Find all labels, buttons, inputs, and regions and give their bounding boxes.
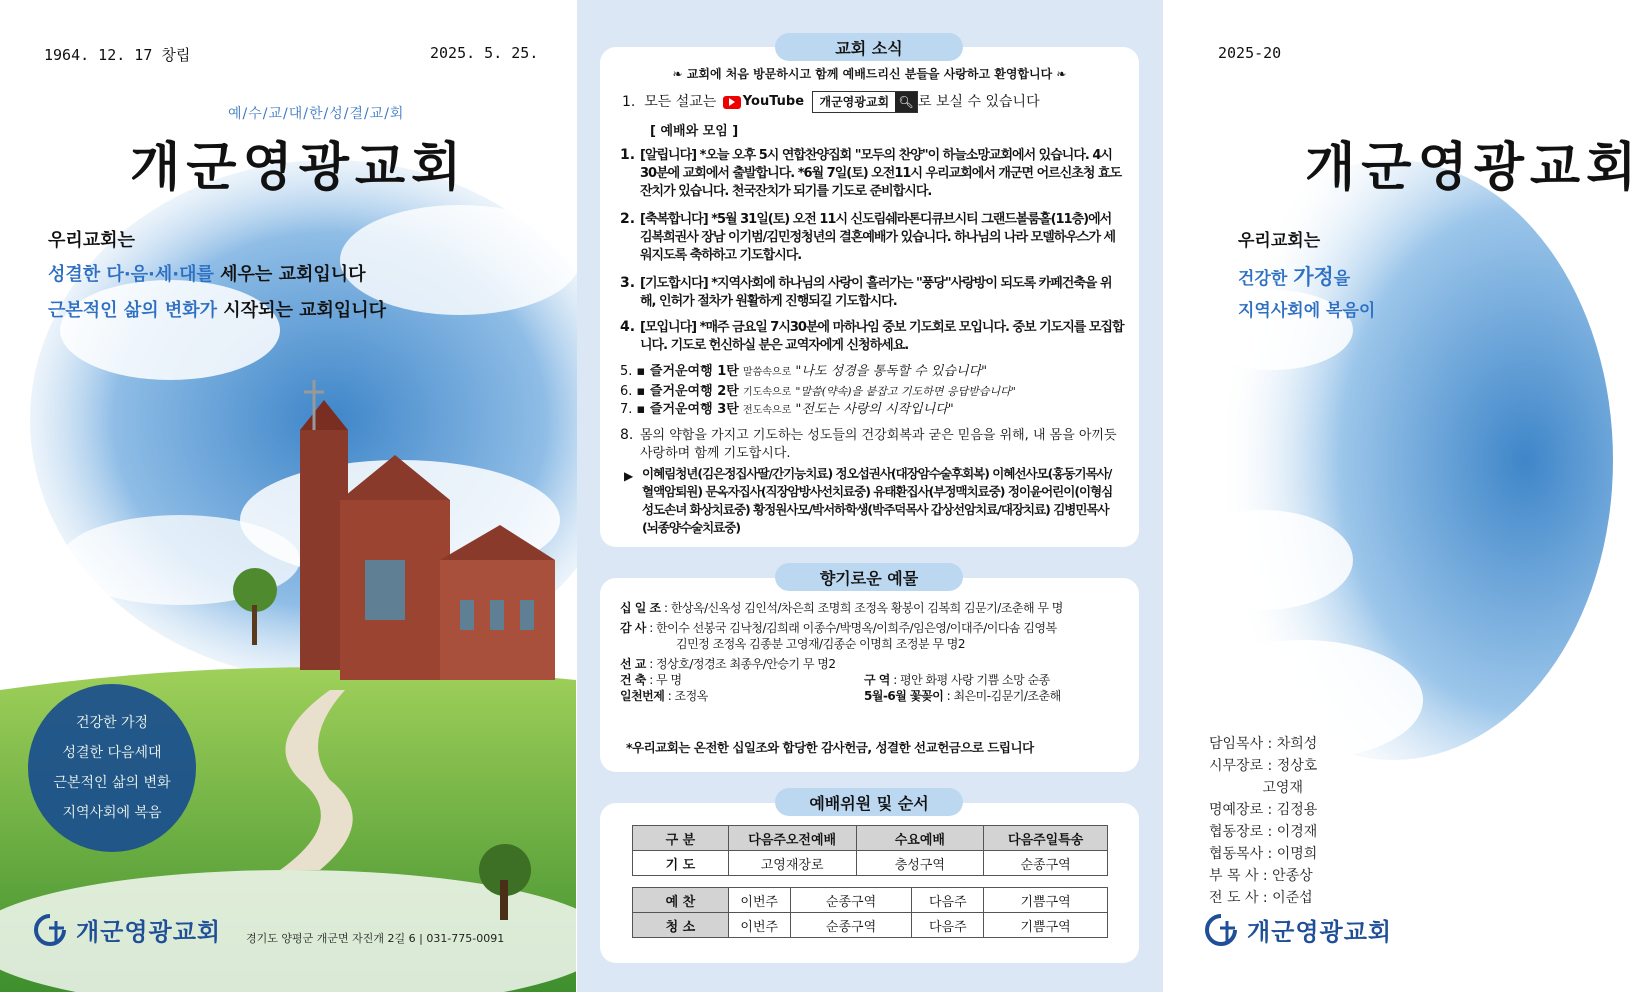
table-cell: 순종구역 — [790, 913, 912, 938]
news-item-5: [모입니다] *매주 금요일 7시30분에 마하나임 중보 기도회로 모입니다. 중보 기도지를 모집합니다. 기도로 헌신하실 분은 교역자에게 신청하세요. — [640, 320, 1124, 353]
section-heading: [ 예배와 모임 ] — [650, 124, 739, 139]
duty-table — [632, 887, 1108, 938]
issue-number: 2025-20 — [1218, 44, 1282, 62]
vision-item: 지역사회에 복음 — [62, 805, 162, 821]
vision-item: 근본적인 삶의 변화 — [53, 775, 171, 791]
news-item-8: 몸의 약함을 가지고 기도하는 성도들의 건강회복과 굳은 믿음을 위해, 내 몸을 아끼듯 사랑하며 함께 기도합시다. — [640, 428, 1117, 461]
cover-panel — [0, 0, 576, 992]
news-item-3: [축복합니다] *5월 31일(토) 오전 11시 신도림쉐라톤디큐브시티 그랜드볼룸홀(11층)에서 김복희권사 장남 이기범/김민정청년의 결혼예배가 있습니다. 하나님의 나라 모델하우스가 세워지도록 축하하고 기도합시다. — [640, 212, 1116, 263]
bulletin-date: 2025. 5. 25. — [430, 44, 539, 62]
staff-entry: 부 목 사 : 안종상 — [1209, 868, 1313, 884]
intro-line-2 — [48, 260, 366, 286]
table-row — [633, 826, 1108, 851]
table-cell: 기쁨구역 — [984, 888, 1108, 913]
welcome-message: ❧ 교회에 처음 방문하시고 함께 예배드리신 분들을 사랑하고 환영합니다 ❧ — [672, 67, 1067, 81]
staff-entry: 시무장로 : 정상호 — [1209, 758, 1318, 774]
table-row — [633, 851, 1108, 876]
staff-entry: 전 도 사 : 이준섭 — [1209, 890, 1313, 906]
intro-2-text: 세우는 교회입니다 — [213, 264, 366, 285]
offering-note: *우리교회는 온전한 십일조와 합당한 감사헌금, 성결한 선교헌금으로 드립니다 — [626, 740, 1034, 755]
table-row — [633, 888, 1108, 913]
intro-3-highlight: 근본적인 삶의 변화가 — [48, 300, 218, 321]
vision-item: 성결한 다음세대 — [62, 745, 162, 761]
news-box: ❧ 교회에 처음 방문하시고 함께 예배드리신 분들을 사랑하고 환영합니다 ❧ 1. 모든 설교는 YouTube 개군영광교회 🔍︎ 로 보실 수 있습니다 [ 예배와 모임 ] 1. [알립니다] *오늘 오후 5시 연합찬양집회 "모두의 찬양"이 하늘소망교회에서 있습니다. 4시 30분에 교회에서 출발합니다. *6월 7일(토) 오전11시 우리교회에서 개군면 어르신초청 효도잔치가 있습니다. 천국잔치가 되기를 기도로 준비합시다. 2. [축복합니다] *5월 31일(토) 오전 11시 신도림쉐라톤디큐브시티 그랜드볼룸홀(11층)에서 김복희권사 장남 이기범/김민정청년의 결혼예배가 있습니다. 하나님의 나라 모델하우스가 세워지도록 축하하고 기도합시다. 3. [기도합시다] *지역사회에 하나님의 사랑이 흘러가는 "풍당"사랑방이 되도록 카페건축을 위해, 인허가 절차가 원활하게 진행되길 기도합시다. 4. [모입니다] *매주 금요일 7시30분에 마하나임 중보 기도회로 모입니다. 중보 기도지를 모집합니다. 기도로 헌신하실 분은 교역자에게 신청하세요. 5. ▪ 즐거운여행 1탄 말씀속으로 "나도 성경을 통독할 수 있습니다" 6. ▪ 즐거운여행 2탄 기도속으로 "말씀(약속)을 붙잡고 기도하면 응답받습니다" 7. ▪ 즐거운여행 3탄 전도속으로 "전도는 사랑의 시작입니다" 8. 몸의 약함을 가지고 기도하는 성도들의 건강회복과 굳은 믿음을 위해, 내 몸을 아끼듯 사랑하며 함께 기도합시다. ▶ 이혜림청년(김은정집사딸/간기능치료) 정오섭권사(대장암수술후회복) 이혜선사모(홍동기목사/혈액암퇴원) 문옥자집사(직장암방사선치료중) 유태환집사(부정맥치료중) 정이윤어린이(이형심성도손녀 화상치료중) 황정원사모/박서하학생(박주덕목사 갑상선암치료/대장치료) 김병민목사(뇌종양수술치료중) — [600, 47, 1139, 547]
trip-item-3: 7. ▪ 즐거운여행 3탄 전도속으로 "전도는 사랑의 시작입니다" — [620, 402, 954, 417]
table-cell: 순종구역 — [790, 888, 912, 913]
table-header: 다음주일특송 — [984, 826, 1108, 851]
news-item-4: [기도합시다] *지역사회에 하나님의 사랑이 흘러가는 "풍당"사랑방이 되도록 카페건축을 위해, 인허가 절차가 원활하게 진행되길 기도합시다. — [640, 276, 1112, 309]
cross-logo-icon — [1201, 913, 1241, 947]
ornament-left-icon: ❧ — [672, 67, 687, 81]
news-panel — [577, 0, 1163, 992]
table-header: 수요예배 — [856, 826, 984, 851]
arrow-icon: ▶ — [624, 469, 634, 483]
thanks-row: 감 사 : 한이수 선봉국 김낙청/김희래 이종수/박명옥/이희주/임은영/이대주/이다솜 김영복 — [620, 621, 1057, 635]
logo-text: 개군영광교회 — [76, 918, 222, 946]
vision-circle — [28, 684, 196, 852]
table-cell: 기 도 — [633, 851, 729, 876]
vision-item: 건강한 가정 — [75, 715, 149, 731]
staff-entry: 협동목사 : 이명희 — [1209, 846, 1318, 862]
back-panel — [1163, 0, 1642, 992]
intro-line-3: 지역사회에 복음이 — [1238, 301, 1376, 321]
intro-line-1: 우리교회는 — [48, 230, 135, 251]
page-title: 개군영광교회 — [130, 138, 468, 198]
intro-3-text: 시작되는 교회입니다 — [217, 300, 387, 321]
news-item-1: 1. 모든 설교는 YouTube 개군영광교회 🔍︎ 로 보실 수 있습니다 — [622, 91, 1040, 113]
search-icon: 🔍︎ — [895, 92, 917, 112]
logo-text: 개군영광교회 — [1247, 918, 1393, 946]
page-title-back: 개군영광교회 — [1305, 138, 1642, 198]
staff-entry: 명예장로 : 김정용 — [1209, 802, 1318, 818]
church-logo — [1201, 912, 1392, 947]
table-cell: 이번주 — [728, 913, 790, 938]
youtube-play-icon — [723, 96, 741, 109]
trip-item-2: 6. ▪ 즐거운여행 2탄 기도속으로 "말씀(약속)을 붙잡고 기도하면 응답받습니다" — [620, 384, 1016, 399]
table-header: 구 분 — [633, 826, 729, 851]
table-header: 다음주오전예배 — [728, 826, 856, 851]
intro-line-1: 우리교회는 — [1238, 231, 1321, 251]
staff-entry: 담임목사 : 차희성 — [1209, 736, 1318, 752]
founded-date: 1964. 12. 17 창립 — [44, 46, 191, 64]
ornament-right-icon: ❧ — [1052, 67, 1067, 81]
tithe-row: 십 일 조 : 한상옥/신옥성 김인석/차은희 조명희 조정옥 황봉이 김복희 김문기/조춘해 무 명 — [620, 601, 1063, 615]
cross-logo-icon — [30, 913, 70, 947]
intro-line-2: 건강한 가정을 — [1238, 265, 1351, 289]
table-cell: 기쁨구역 — [984, 913, 1108, 938]
offering-box — [600, 578, 1139, 772]
table-cell: 충성구역 — [856, 851, 984, 876]
prayer-list: 이혜림청년(김은정집사딸/간기능치료) 정오섭권사(대장암수술후회복) 이혜선사모(홍동기목사/혈액암퇴원) 문옥자집사(직장암방사선치료중) 유태환집사(부정맥치료중) 정이윤어린이(이형심성도손녀 화상치료중) 황정원사모/박서하학생(박주덕목사 갑상선암치료/대장치료) 김병민목사(뇌종양수술치료중) — [642, 466, 1113, 535]
mission-row: 선 교 : 정상호/정경조 최종우/안승기 무 명2 — [620, 657, 836, 671]
youtube-logo[interactable]: YouTube — [723, 93, 804, 111]
first-offering-row: 일천번제 : 조정옥 — [620, 689, 708, 703]
flower-row: 5월-6월 꽃꽂이 : 최은미-김문기/조춘해 — [864, 689, 1061, 703]
table-cell: 고영재장로 — [728, 851, 856, 876]
news-section-title: 교회 소식 — [775, 33, 963, 61]
worship-table — [632, 825, 1108, 876]
church-logo — [30, 912, 221, 947]
youtube-search-box[interactable]: 개군영광교회 🔍︎ — [812, 91, 918, 113]
table-cell: 다음주 — [912, 888, 984, 913]
church-address: 경기도 양평군 개군면 자진개 2길 6 | 031-775-0091 — [246, 932, 505, 945]
denomination-subtitle: 예/수/교/대/한/성/결/교/회 — [228, 106, 405, 122]
table-cell: 다음주 — [912, 913, 984, 938]
thanks-row-2: 김민정 조정옥 김종분 고영재/김종순 이명희 조정분 무 명2 — [676, 637, 965, 651]
trip-item-1: 5. ▪ 즐거운여행 1탄 말씀속으로 "나도 성경을 통독할 수 있습니다" — [620, 364, 988, 379]
intro-2-highlight: 성결한 다·음·세·대를 — [48, 264, 214, 285]
table-cell: 청 소 — [633, 913, 729, 938]
worship-section-title: 예배위원 및 순서 — [775, 788, 963, 816]
worship-box — [600, 803, 1139, 963]
table-cell: 순종구역 — [984, 851, 1108, 876]
news-item-2: [알립니다] *오늘 오후 5시 연합찬양집회 "모두의 찬양"이 하늘소망교회에서 있습니다. 4시 30분에 교회에서 출발합니다. *6월 7일(토) 오전11시 우리교회에서 개군면 어르신초청 효도잔치가 있습니다. 천국잔치가 되기를 기도로 준비합시다. — [640, 148, 1122, 199]
district-row: 구 역 : 평안 화평 사랑 기쁨 소망 순종 — [864, 673, 1050, 687]
intro-line-3 — [48, 296, 386, 322]
building-row: 건 축 : 무 명 — [620, 673, 682, 687]
staff-entry: 협동장로 : 이경재 — [1209, 824, 1318, 840]
table-row — [633, 913, 1108, 938]
table-cell: 이번주 — [728, 888, 790, 913]
staff-entry: 고영재 — [1209, 780, 1303, 796]
offering-section-title: 향기로운 예물 — [775, 563, 963, 591]
table-cell: 예 찬 — [633, 888, 729, 913]
